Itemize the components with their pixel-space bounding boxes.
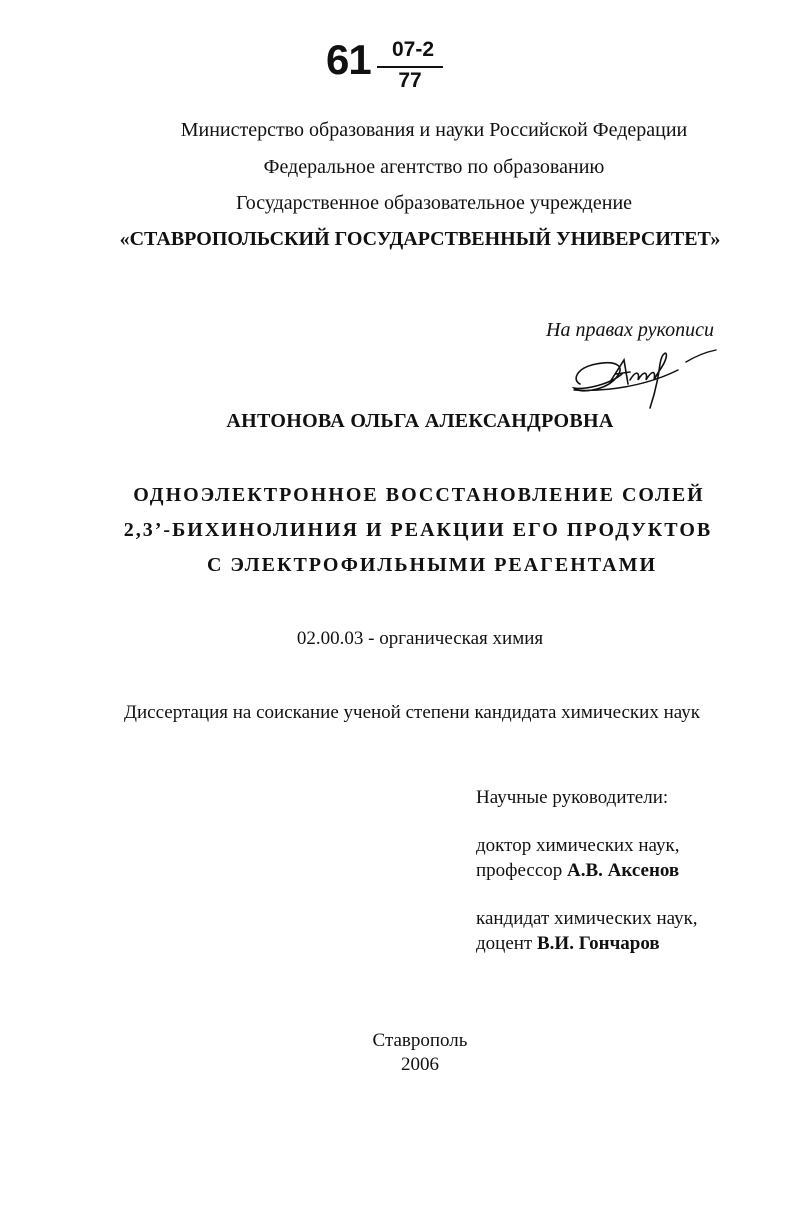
degree-statement: Диссертация на соискание ученой степени кандидата химических наук	[124, 702, 700, 723]
year: 2006	[401, 1054, 439, 1075]
title-line: 2,3’-БИХИНОЛИНИЯ И РЕАКЦИИ ЕГО ПРОДУКТОВ	[123, 519, 713, 541]
supervisor-name: А.В. Аксенов	[567, 860, 680, 881]
stamp-number-top: 07-2	[391, 38, 435, 61]
title-line: С ЭЛЕКТРОФИЛЬНЫМИ РЕАГЕНТАМИ	[206, 554, 658, 576]
supervisor-name: В.И. Гончаров	[537, 933, 660, 954]
supervisor-title: профессор	[476, 860, 563, 881]
ministry-line: Министерство образования и науки Российской Федерации	[180, 119, 688, 141]
university-name: «СТАВРОПОЛЬСКИЙ ГОСУДАРСТВЕННЫЙ УНИВЕРСИТЕТ»	[119, 228, 721, 250]
author-signature	[566, 340, 726, 412]
stamp-number-main: 61	[326, 36, 371, 83]
manuscript-rights: На правах рукописи	[546, 319, 714, 341]
supervisors-heading: Научные руководители:	[476, 787, 669, 808]
author-name: АНТОНОВА ОЛЬГА АЛЕКСАНДРОВНА	[226, 410, 614, 432]
stamp-number-bottom: 77	[398, 69, 422, 92]
specialty-code: 02.00.03 - органическая химия	[296, 628, 544, 649]
supervisor-title: доцент	[476, 933, 533, 954]
supervisor-title-line	[476, 858, 679, 883]
city: Ставрополь	[372, 1030, 468, 1051]
supervisor-degree: кандидат химических наук,	[476, 908, 698, 929]
supervisor-title-line	[476, 931, 660, 956]
agency-line: Федеральное агентство по образованию	[263, 156, 605, 178]
title-line: ОДНОЭЛЕКТРОННОЕ ВОССТАНОВЛЕНИЕ СОЛЕЙ	[133, 484, 705, 506]
institution-line: Государственное образовательное учреждение	[235, 192, 633, 214]
supervisor-degree: доктор химических наук,	[476, 835, 680, 856]
